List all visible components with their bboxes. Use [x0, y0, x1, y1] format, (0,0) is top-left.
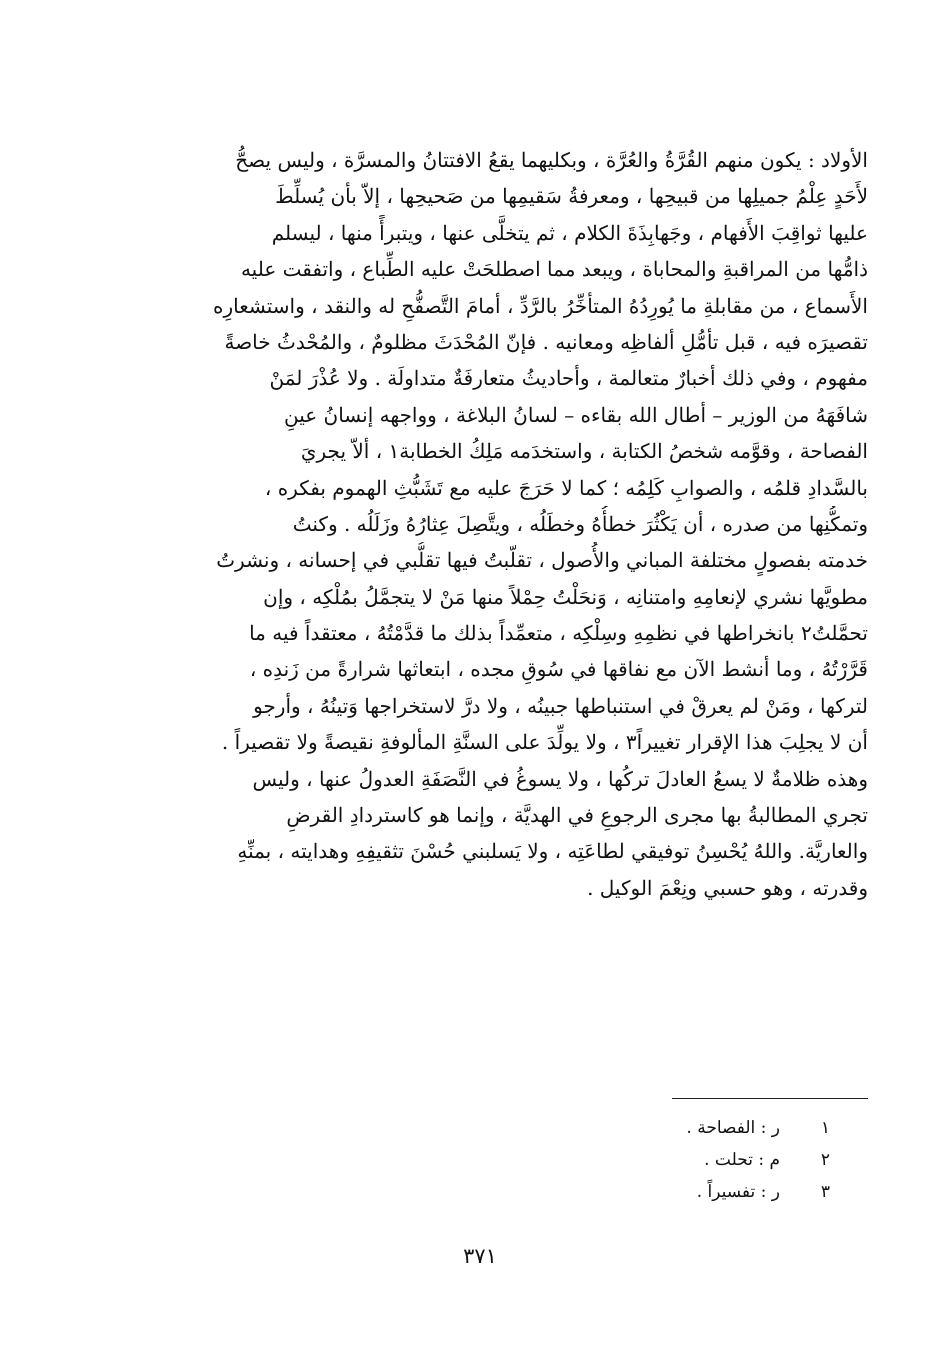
- text-line: خدمته بفصولٍ مختلفة المباني والأُصول ، تقلّبتُ فيها تقلُّبي في إحسانه ، ونشرتُ: [216, 548, 868, 573]
- text-line: أن لا يجلِبَ هذا الإقرار تغييراً٣ ، ولا يولِّدَ على السنَّةِ المألوفةِ نقيصةً ولا تقصيراً .: [221, 730, 868, 755]
- text-line: لتركها ، ومَنْ لم يعرقْ في استنباطها جبينُه ، ولا درَّ لاستخراجها وَتينُهُ ، وأرجو: [253, 693, 868, 718]
- text-line: لأَحَدٍ عِلْمُ جميلِها من قبيحِها ، ومعرفةُ سَقيمِها من صَحيحِها ، إلاّ بأن يُسلِّطَ: [275, 184, 868, 209]
- text-line: قَرَّرْتُهُ ، وما أنشط الآن مع نفاقها في سُوقِ مجده ، ابتعاثها شرارةً من زَندِه ،: [249, 657, 868, 682]
- footnote-text: ر : تفسيراً .: [696, 1182, 780, 1202]
- text-line: والعاريَّة. واللهُ يُحْسِنُ توفيقي لطاعَتِه ، ولا يَسلبني حُسْنَ تثقيفِهِ وهدايته ، بمنِّهِ: [237, 839, 868, 864]
- text-line: عليها ثواقِبَ الأَفهام ، وجَهابِذَةَ الكلام ، ثم يتخلَّى عنها ، ويتبرأً منها ، ليسلم: [271, 220, 868, 245]
- main-text-block: [150, 142, 868, 906]
- text-line: مطويَّها نشري لإنعامِهِ وامتنانِه ، وَنحَلْتُ حِمْلاً منها مَنْ لا يتجمَّلُ بمُلْكِه ، وإن: [263, 584, 868, 609]
- text-line: تجري المطالبةُ بها مجرى الرجوعِ في الهديَّة ، وإنما هو كاستردادِ القرضِ: [286, 803, 868, 828]
- footnote-number: ٣: [820, 1182, 830, 1202]
- text-line: الأولاد : يكون منهم القُرَّةُ والعُرَّة ، وبكليهما يقعُ الافتتانُ والمسرَّة ، وليس يصحُّ: [235, 148, 868, 172]
- footnote-text: م : تحلت .: [704, 1150, 780, 1170]
- text-line: شافَهَهُ من الوزير – أطال الله بقاءه – لسانُ البلاغة ، وواجهه إنسانُ عينِ: [283, 402, 868, 427]
- text-line: وتمكُّنِها من صدره ، أن يَكْثُرَ خطأُهُ وخطَلُه ، ويتَّصِلَ عِثارُهُ وزَلَلُه . وكنتُ: [292, 511, 868, 536]
- text-line: الأَسماع ، من مقابلةِ ما يُورِدُهُ المتأخِّرُ بالرَّدِّ ، أمامَ التَّصفُّحِ له والنقد ، واستشعارِه: [213, 293, 868, 318]
- footnote: [560, 1112, 830, 1144]
- text-line: وقدرته ، وهو حسبي ونِعْمَ الوكيل .: [587, 875, 868, 900]
- text-line: مفهوم ، وفي ذلك أخبارٌ متعالمة ، وأحاديثُ متعارفَةٌ متداولَة . ولا عُذْرَ لمَنْ: [269, 366, 868, 391]
- footnote-separator: [672, 1098, 868, 1099]
- text-line: تقصيرَه فيه ، قبل تأمُّلِ ألفاظِه ومعانيه . فإنّ المُحْدَثَ مظلومٌ ، والمُحْدثُ خاصةً: [224, 329, 868, 354]
- footnote-text: ر : الفصاحة .: [686, 1118, 780, 1138]
- text-line: ذامُّها من المراقبةِ والمحاباة ، ويبعد مما اصطلحَتْ عليه الطِّباع ، واتفقت عليه: [240, 257, 868, 282]
- text-line: الفصاحة ، وقوَّمه شخصُ الكتابة ، واستخدَمه مَلِكُ الخطابة١ ، ألاّ يجريَ: [300, 439, 868, 464]
- footnote-number: ٢: [820, 1150, 830, 1170]
- page-number: ٣٧١: [463, 1244, 497, 1268]
- footnote: [560, 1144, 830, 1176]
- text-line: تحمَّلتُ٢ بانخراطها في نظمِهِ وسِلْكِه ، متعمِّداً بذلك ما قدَّمْتُهُ ، معتقداً فيه ما: [249, 621, 868, 646]
- footnote-number: ١: [820, 1118, 830, 1138]
- footnotes-block: [560, 1112, 830, 1208]
- text-line: بالسَّدادِ قلمُه ، والصوابِ كَلِمُه ؛ كما لا حَرَجَ عليه مع تَشَبُّثِ الهموم بفكره ،: [264, 475, 868, 500]
- footnote: [560, 1176, 830, 1208]
- text-line: وهذه ظلامةٌ لا يسعُ العادلَ تركُها ، ولا يسوغُ في النَّصَفَةِ العدولُ عنها ، وليس: [252, 766, 868, 791]
